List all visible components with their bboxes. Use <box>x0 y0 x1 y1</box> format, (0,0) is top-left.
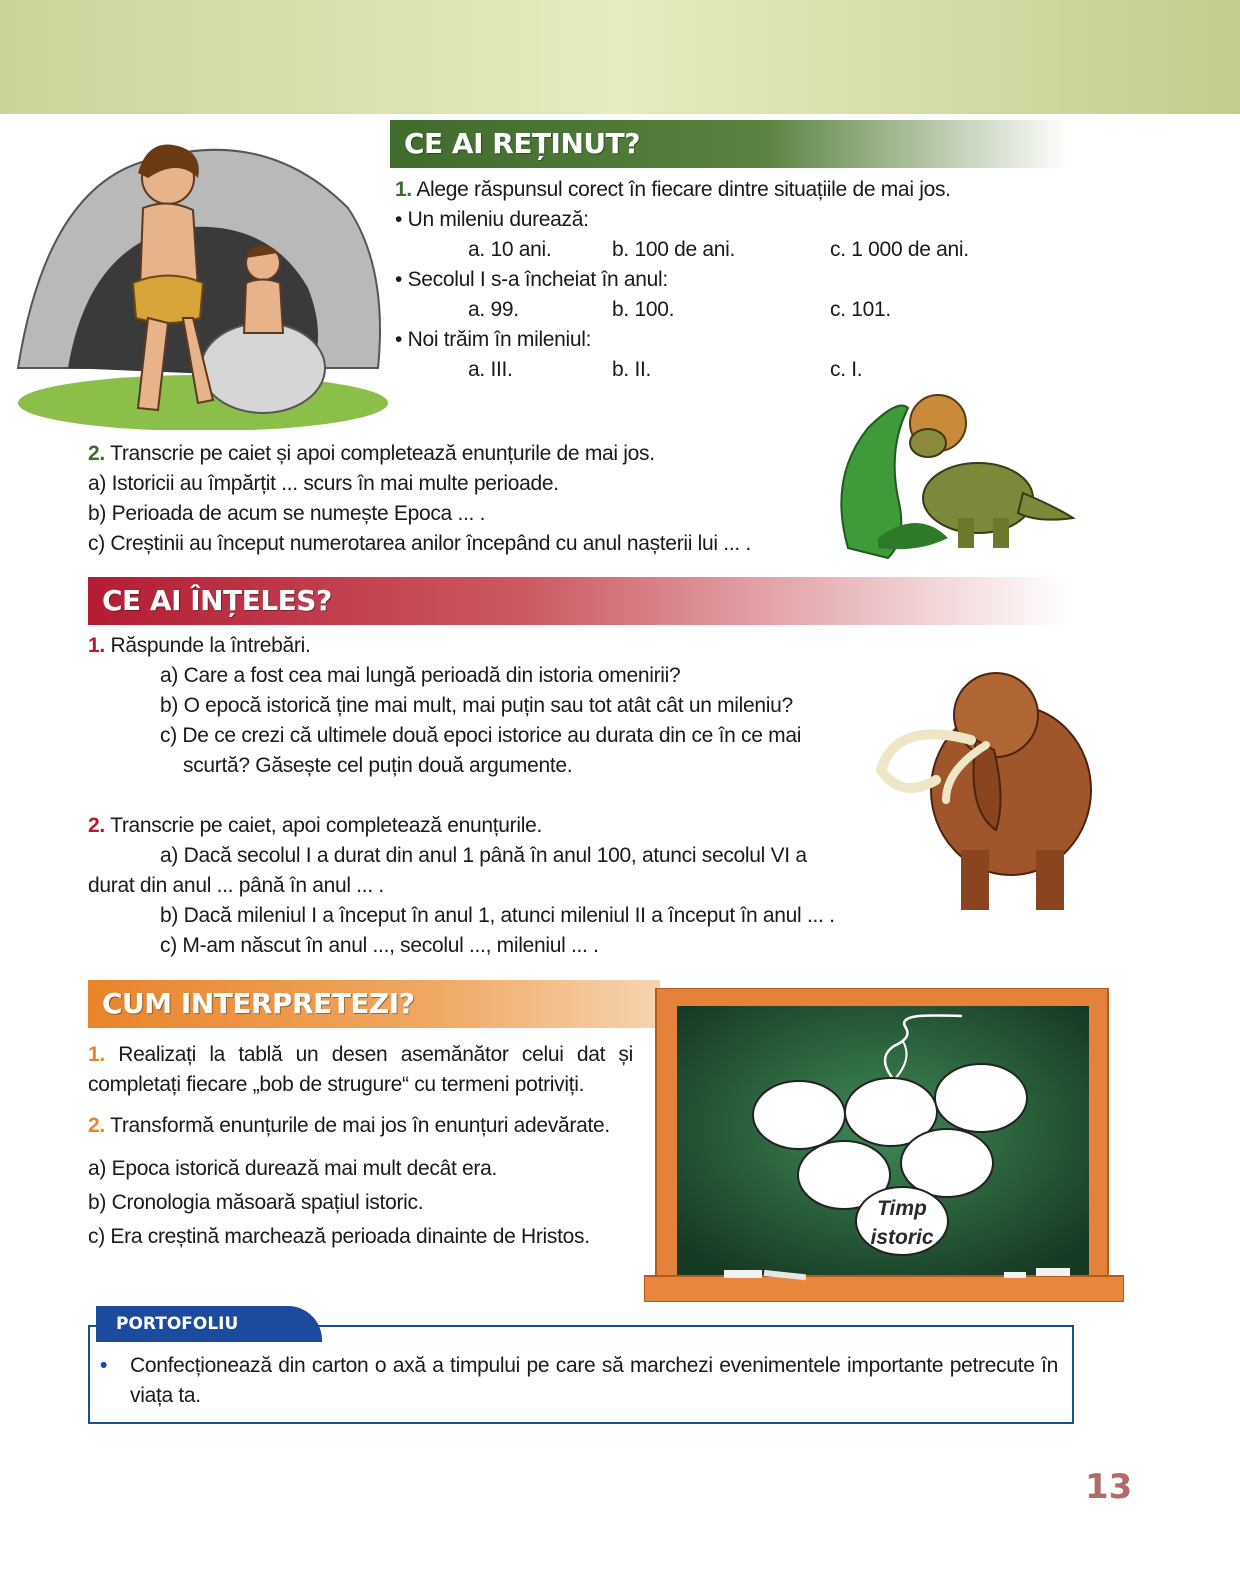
inteles-q2-a-line2: durat din anul ... până în anul ... . <box>88 874 384 897</box>
top-banner <box>0 0 1240 114</box>
inteles-q1-c-line2: scurtă? Găsește cel puțin două argumente. <box>183 754 573 777</box>
retinut-item-3-c: c. I. <box>830 358 863 381</box>
retinut-item-3-stem: • Noi trăim în mileniul: <box>395 328 592 351</box>
question-number: 1. <box>88 1043 105 1066</box>
section-title-inteles: CE AI ÎNȚELES? <box>88 577 1070 625</box>
question-text: Alege răspunsul corect în fiecare dintre situațiile de mai jos. <box>416 178 951 201</box>
portfolio-title: PORTOFOLIU <box>116 1314 239 1334</box>
retinut-item-2-stem: • Secolul I s-a încheiat în anul: <box>395 268 668 291</box>
inteles-q1-b: b) O epocă istorică ține mai mult, mai puțin sau tot atât cât un mileniu? <box>160 694 793 717</box>
question-text: Răspunde la întrebări. <box>110 634 311 657</box>
question-number: 2. <box>88 442 105 465</box>
question-text: Realizați la tablă un desen asemănător celui dat și completați fiecare „bob de strugure“ cu termeni potriviți. <box>88 1043 633 1096</box>
board-label-line2: istoric <box>870 1226 934 1249</box>
section-title-retinut: CE AI REȚINUT? <box>390 120 1070 168</box>
board-label-line1: Timp <box>877 1197 927 1220</box>
question-number: 1. <box>88 634 105 657</box>
inteles-q2-a-line1: a) Dacă secolul I a durat din anul 1 până în anul 100, atunci secolul VI a <box>160 844 807 867</box>
retinut-item-2-a: a. 99. <box>468 298 519 321</box>
retinut-q2-line-a: a) Istoricii au împărțit ... scurs în mai multe perioade. <box>88 472 559 495</box>
retinut-item-1-a: a. 10 ani. <box>468 238 552 261</box>
interpretezi-q1 <box>88 1040 633 1100</box>
interpretezi-q2 <box>88 1111 610 1141</box>
retinut-item-1-c: c. 1 000 de ani. <box>830 238 969 261</box>
portfolio-bullet: • <box>100 1354 108 1377</box>
portfolio-text: Confecționează din carton o axă a timpului pe care să marchezi evenimentele importante petrecute în viața ta. <box>130 1354 1058 1407</box>
inteles-q2 <box>88 811 542 841</box>
retinut-item-3-a: a. III. <box>468 358 513 381</box>
interpretezi-q2-line-c: c) Era creștină marchează perioada dinainte de Hristos. <box>88 1225 590 1248</box>
retinut-item-2-c: c. 101. <box>830 298 891 321</box>
interpretezi-q2-line-b: b) Cronologia măsoară spațiul istoric. <box>88 1191 424 1214</box>
inteles-q1-c-line1: c) De ce crezi că ultimele două epoci istorice au durata din ce în ce mai <box>160 724 802 747</box>
retinut-q2 <box>88 439 655 469</box>
question-number: 1. <box>395 178 412 201</box>
retinut-q2-line-b: b) Perioada de acum se numește Epoca ... . <box>88 502 486 525</box>
retinut-item-1-b: b. 100 de ani. <box>612 238 736 261</box>
mammoth-illustration <box>876 660 1098 925</box>
dinosaur-illustration <box>828 388 1078 563</box>
section-title-interpretezi: CUM INTERPRETEZI? <box>88 980 660 1028</box>
question-number: 2. <box>88 814 105 837</box>
retinut-item-1-stem: • Un mileniu durează: <box>395 208 589 231</box>
retinut-item-2-b: b. 100. <box>612 298 675 321</box>
cave-people-illustration <box>8 118 393 430</box>
chalkboard-drawing <box>644 988 1124 1302</box>
inteles-q1 <box>88 631 311 661</box>
question-text: Transcrie pe caiet, apoi completează enunțurile. <box>110 814 542 837</box>
page-number: 13 <box>1085 1467 1133 1507</box>
retinut-q1 <box>395 175 951 205</box>
interpretezi-q2-line-a: a) Epoca istorică durează mai mult decât era. <box>88 1157 498 1180</box>
inteles-q1-a: a) Care a fost cea mai lungă perioadă din istoria omenirii? <box>160 664 681 687</box>
portfolio-tab <box>96 1306 322 1342</box>
inteles-q2-c: c) M-am născut în anul ..., secolul ..., mileniul ... . <box>160 934 599 957</box>
retinut-q2-line-c: c) Creștinii au început numerotarea anilor începând cu anul nașterii lui ... . <box>88 532 751 555</box>
question-number: 2. <box>88 1114 105 1137</box>
board-label <box>856 1194 948 1252</box>
chalkboard <box>644 988 1124 1302</box>
question-text: Transformă enunțurile de mai jos în enunțuri adevărate. <box>110 1114 610 1137</box>
question-text: Transcrie pe caiet și apoi completează enunțurile de mai jos. <box>110 442 655 465</box>
retinut-item-3-b: b. II. <box>612 358 652 381</box>
inteles-q2-b: b) Dacă mileniul I a început în anul 1, atunci mileniul II a început în anul ... . <box>160 904 835 927</box>
